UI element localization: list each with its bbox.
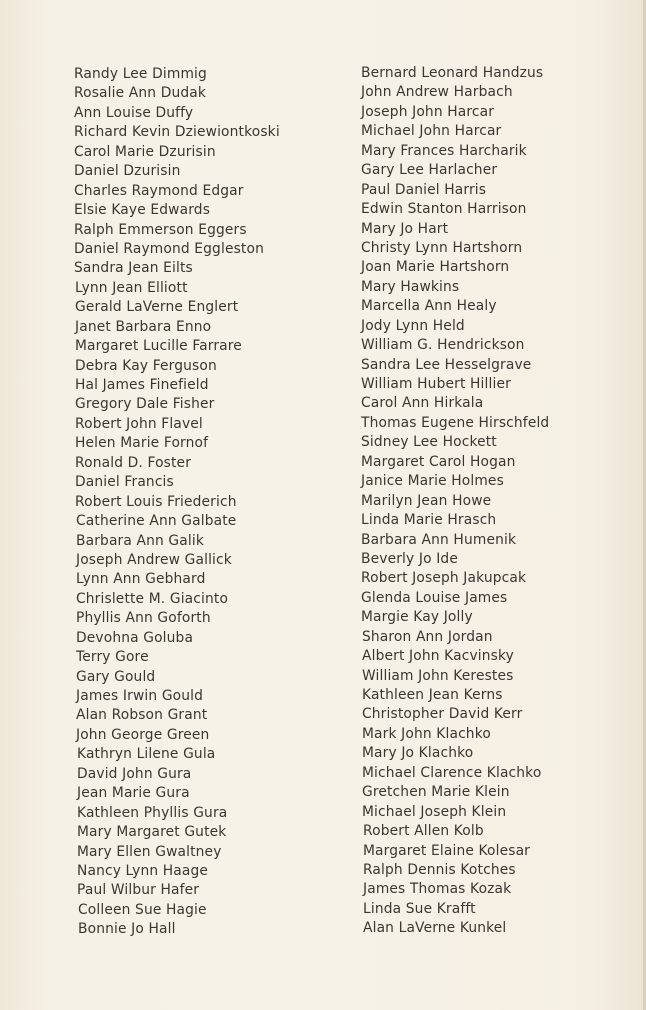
name-entry: Ann Louise Duffy	[74, 104, 194, 121]
name-entry: Mark John Klachko	[362, 725, 491, 742]
name-entry: Michael John Harcar	[361, 123, 502, 140]
name-entry: Christopher David Kerr	[362, 706, 523, 723]
name-entry: Terry Gore	[76, 649, 149, 666]
name-entry: Gerald LaVerne Englert	[75, 299, 239, 316]
name-entry: Gary Gould	[76, 668, 156, 685]
name-entry: Michael Joseph Klein	[362, 803, 507, 820]
names-column-left	[74, 65, 336, 940]
name-entry: Sharon Ann Jordan	[362, 628, 493, 645]
name-entry: Daniel Raymond Eggleston	[74, 240, 264, 257]
name-entry: Janet Barbara Enno	[75, 318, 212, 335]
name-entry: Devohna Goluba	[76, 629, 194, 646]
name-entry: Ralph Dennis Kotches	[363, 861, 516, 878]
name-entry: Mary Ellen Gwaltney	[77, 843, 222, 860]
name-entry: James Irwin Gould	[76, 688, 204, 704]
name-entry: Joseph John Harcar	[361, 103, 495, 120]
name-entry: Gretchen Marie Klein	[362, 784, 510, 801]
name-entry: Robert John Flavel	[75, 415, 203, 432]
name-entry: John Andrew Harbach	[361, 84, 513, 101]
name-entry: Hal James Finefield	[75, 377, 209, 393]
name-entry: Jody Lynn Held	[361, 317, 465, 334]
name-entry: Phyllis Ann Goforth	[76, 610, 211, 627]
name-entry: Daniel Dzurisin	[74, 163, 181, 180]
name-entry: Joseph Andrew Gallick	[76, 551, 232, 568]
name-entry: Kathleen Jean Kerns	[362, 687, 503, 703]
name-entry: Mary Jo Klachko	[362, 745, 474, 762]
name-entry: Richard Kevin Dziewiontkoski	[74, 124, 280, 141]
name-entry: Michael Clarence Klachko	[362, 764, 542, 781]
name-entry: John George Green	[76, 726, 210, 743]
name-entry: David John Gura	[77, 765, 192, 782]
name-entry: Linda Sue Krafft	[363, 900, 476, 917]
name-entry: Elsie Kaye Edwards	[74, 202, 211, 219]
name-entry: Sandra Jean Eilts	[74, 260, 193, 277]
name-entry: Ralph Emmerson Eggers	[74, 221, 247, 238]
name-entry: Helen Marie Fornof	[75, 435, 209, 452]
name-entry: Alan Robson Grant	[76, 707, 208, 724]
name-entry: Robert Louis Friederich	[75, 493, 237, 510]
name-entry: Margaret Elaine Kolesar	[363, 842, 530, 859]
name-entry: Charles Raymond Edgar	[74, 182, 244, 199]
name-entry: Beverly Jo Ide	[361, 550, 458, 567]
name-entry: Gary Lee Harlacher	[361, 162, 498, 179]
name-entry: Jean Marie Gura	[77, 785, 190, 802]
name-entry: Carol Marie Dzurisin	[74, 143, 216, 160]
name-entry: Bernard Leonard Handzus	[361, 65, 544, 81]
name-entry: Lynn Ann Gebhard	[76, 571, 206, 588]
name-entry: Janice Marie Holmes	[361, 473, 504, 490]
name-entry: Bonnie Jo Hall	[78, 921, 176, 938]
name-entry: Kathryn Lilene Gula	[77, 746, 216, 763]
name-entry: Albert John Kacvinsky	[362, 648, 514, 665]
name-entry: Joan Marie Hartshorn	[361, 259, 510, 276]
name-entry: Barbara Ann Humenik	[361, 531, 517, 548]
name-entry: Sidney Lee Hockett	[361, 434, 497, 451]
name-entry: Margaret Lucille Farrare	[75, 338, 242, 355]
name-entry: Colleen Sue Hagie	[78, 901, 207, 918]
name-entry: Catherine Ann Galbate	[76, 513, 237, 530]
name-entry: Barbara Ann Galik	[76, 532, 204, 549]
name-entry: Thomas Eugene Hirschfeld	[361, 414, 550, 431]
name-entry: Marilyn Jean Howe	[361, 492, 492, 509]
name-entry: Mary Hawkins	[361, 278, 460, 295]
name-entry: Debra Kay Ferguson	[75, 357, 217, 374]
name-entry: William Hubert Hillier	[361, 376, 511, 392]
name-entry: Randy Lee Dimmig	[74, 66, 207, 82]
name-entry: Kathleen Phyllis Gura	[77, 804, 228, 821]
name-entry: Paul Daniel Harris	[361, 181, 487, 198]
name-entry: Robert Joseph Jakupcak	[361, 570, 527, 587]
name-entry: Linda Marie Hrasch	[361, 512, 497, 529]
name-entry: Rosalie Ann Dudak	[74, 85, 207, 102]
name-entry: James Thomas Kozak	[363, 881, 512, 898]
name-entry: Christy Lynn Hartshorn	[361, 239, 523, 256]
name-entry: Nancy Lynn Haage	[77, 862, 209, 879]
name-entry: Glenda Louise James	[361, 589, 508, 606]
name-entry: Chrislette M. Giacinto	[76, 590, 229, 607]
name-entry: Gregory Dale Fisher	[75, 396, 215, 413]
name-entry: Mary Jo Hart	[361, 220, 449, 237]
names-column-right	[361, 64, 633, 939]
name-entry: Margie Kay Jolly	[361, 609, 473, 626]
name-entry: Sandra Lee Hesselgrave	[361, 356, 532, 373]
name-entry: Marcella Ann Healy	[361, 298, 497, 315]
name-entry: Ronald D. Foster	[75, 454, 192, 471]
name-entry: Edwin Stanton Harrison	[361, 201, 527, 218]
name-entry: Robert Allen Kolb	[363, 823, 484, 840]
name-entry: Carol Ann Hirkala	[361, 395, 484, 412]
name-entry: William G. Hendrickson	[361, 337, 525, 354]
name-entry: Paul Wilbur Hafer	[77, 882, 200, 899]
name-entry: William John Kerestes	[362, 667, 514, 684]
name-entry: Mary Frances Harcharik	[361, 142, 527, 159]
name-entry: Daniel Francis	[75, 474, 174, 491]
name-entry: Mary Margaret Gutek	[77, 824, 227, 841]
name-entry: Lynn Jean Elliott	[75, 279, 188, 296]
name-entry: Alan LaVerne Kunkel	[363, 920, 507, 937]
name-entry: Margaret Carol Hogan	[361, 453, 516, 470]
